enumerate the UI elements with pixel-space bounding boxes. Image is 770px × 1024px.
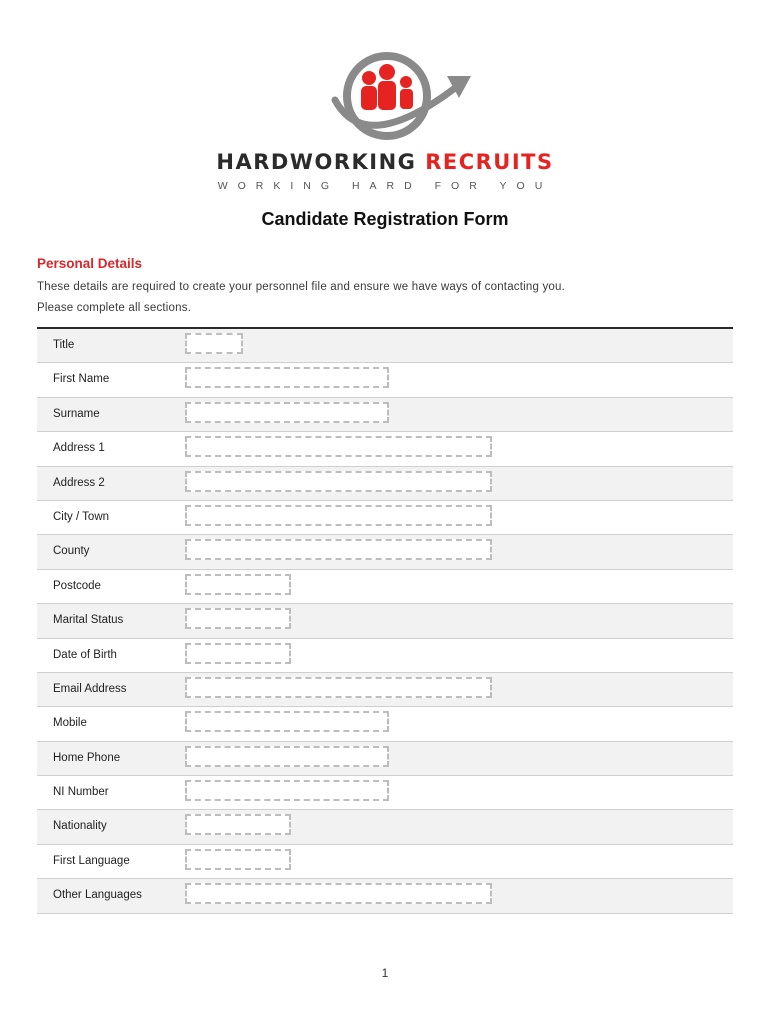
brand-name	[0, 150, 770, 174]
field-label: Address 1	[53, 442, 105, 455]
section-title: Personal Details	[37, 256, 143, 271]
form-row	[37, 742, 733, 776]
form-row	[37, 398, 733, 432]
title-field[interactable]	[185, 333, 243, 354]
field-label: NI Number	[53, 786, 109, 799]
mobile-field[interactable]	[185, 711, 389, 732]
field-label: Mobile	[53, 717, 87, 730]
marital-status-field[interactable]	[185, 608, 291, 629]
field-label: First Name	[53, 373, 110, 386]
other-languages-field[interactable]	[185, 883, 492, 904]
intro-text-line1: These details are required to create your personnel file and ensure we have ways of contacting you.	[37, 281, 566, 293]
first-name-field[interactable]	[185, 367, 389, 388]
brand-name-part1: HARDWORKING	[216, 150, 417, 174]
field-label: Nationality	[53, 820, 107, 833]
address-1-field[interactable]	[185, 436, 492, 457]
form-row	[37, 845, 733, 879]
field-label: First Language	[53, 854, 130, 867]
form-row	[37, 432, 733, 466]
form-title: Candidate Registration Form	[261, 209, 509, 229]
brand-name-part2: RECRUITS	[425, 150, 554, 174]
form-row	[37, 673, 733, 707]
field-label: Address 2	[53, 476, 105, 489]
form-row	[37, 329, 733, 363]
ni-number-field[interactable]	[185, 780, 389, 801]
field-label: Date of Birth	[53, 648, 117, 661]
form-row	[37, 501, 733, 535]
nationality-field[interactable]	[185, 814, 291, 835]
personal-details-table	[37, 327, 733, 914]
postcode-field[interactable]	[185, 574, 291, 595]
intro-text-line2: Please complete all sections.	[37, 302, 192, 314]
field-label: Title	[53, 339, 75, 351]
field-label: Postcode	[53, 579, 101, 592]
address-2-field[interactable]	[185, 471, 492, 492]
form-row	[37, 535, 733, 569]
surname-field[interactable]	[185, 402, 389, 423]
form-row	[37, 467, 733, 501]
city-town-field[interactable]	[185, 505, 492, 526]
form-row	[37, 707, 733, 741]
form-row	[37, 879, 733, 913]
logo-icon	[325, 48, 475, 148]
field-label: Surname	[53, 407, 100, 420]
form-row	[37, 810, 733, 844]
form-row	[37, 570, 733, 604]
field-label: City / Town	[53, 510, 110, 523]
field-label: Marital Status	[53, 614, 124, 627]
field-label: Other Languages	[53, 889, 142, 902]
page-number: 1	[381, 966, 389, 980]
first-language-field[interactable]	[185, 849, 291, 870]
home-phone-field[interactable]	[185, 746, 389, 767]
form-row	[37, 363, 733, 397]
form-row	[37, 776, 733, 810]
form-row	[37, 639, 733, 673]
date-of-birth-field[interactable]	[185, 643, 291, 664]
field-label: Email Address	[53, 682, 127, 695]
email-address-field[interactable]	[185, 677, 492, 698]
brand-tagline: WORKING HARD FOR YOU	[217, 180, 553, 192]
form-row	[37, 604, 733, 638]
field-label: Home Phone	[53, 751, 121, 764]
field-label: County	[53, 545, 90, 558]
county-field[interactable]	[185, 539, 492, 560]
